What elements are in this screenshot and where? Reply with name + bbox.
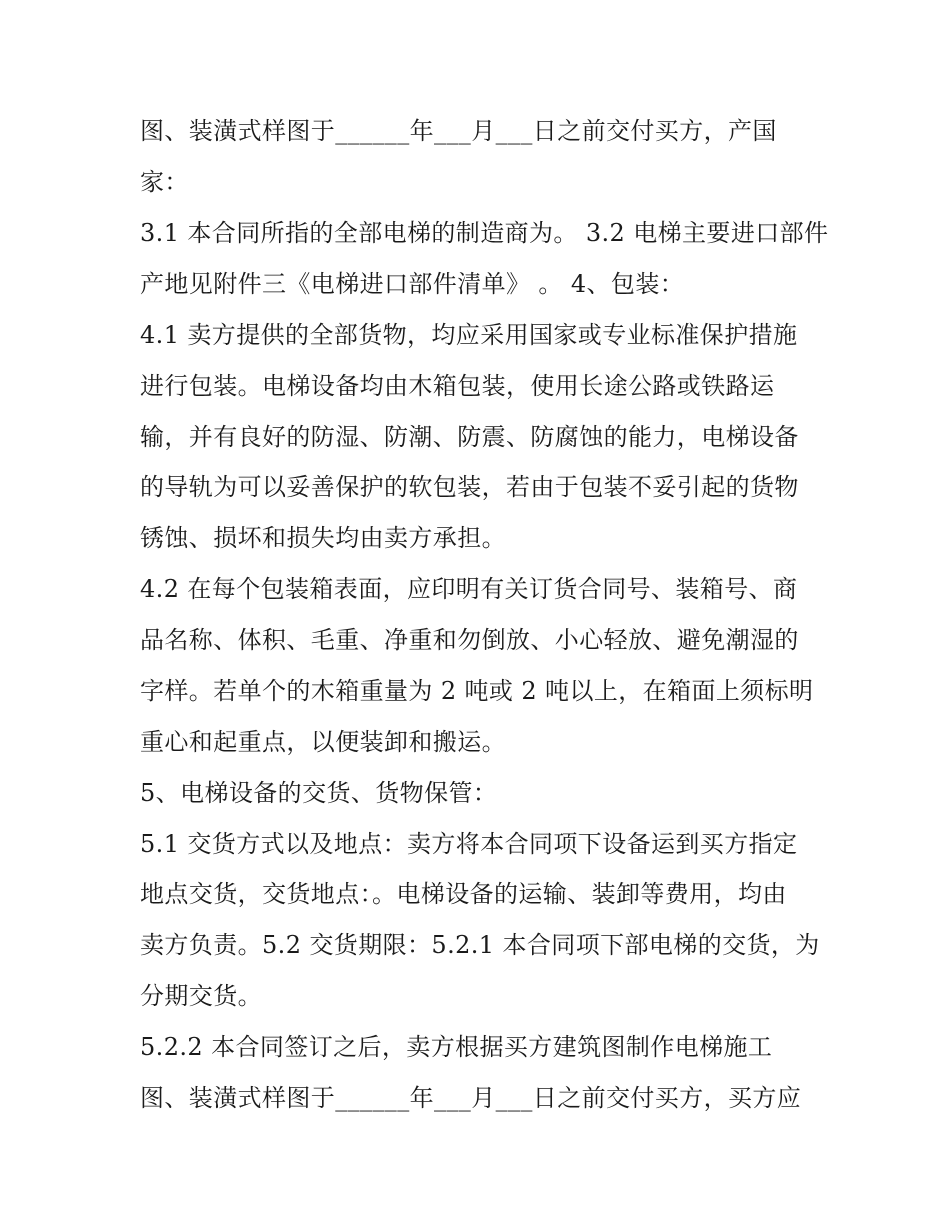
text-line: 锈蚀、损坏和损失均由卖方承担。 xyxy=(140,524,506,552)
text-line: 字样。若单个的木箱重量为 2 吨或 2 吨以上，在箱面上须标明 xyxy=(140,677,814,705)
text-line: 分期交货。 xyxy=(140,982,262,1010)
text-line: 的导轨为可以妥善保护的软包装，若由于包装不妥引起的货物 xyxy=(140,473,799,501)
text-line: 重心和起重点，以便装卸和搬运。 xyxy=(140,728,506,756)
text-line: 4.1 卖方提供的全部货物，均应采用国家或专业标准保护措施 xyxy=(140,321,798,349)
text-line: 3.1 本合同所指的全部电梯的制造商为。 3.2 电梯主要进口部件 xyxy=(140,219,829,247)
text-line: 卖方负责。5.2 交货期限：5.2.1 本合同项下部电梯的交货，为 xyxy=(140,931,820,959)
text-line: 5.2.2 本合同签订之后，卖方根据买方建筑图制作电梯施工 xyxy=(140,1033,773,1061)
text-line: 家： xyxy=(140,168,189,196)
text-line: 5、电梯设备的交货、货物保管： xyxy=(140,779,498,807)
text-line: 品名称、体积、毛重、净重和勿倒放、小心轻放、避免潮湿的 xyxy=(140,626,799,654)
text-line: 地点交货，交货地点：。电梯设备的运输、装卸等费用，均由 xyxy=(140,880,787,908)
text-line: 进行包装。电梯设备均由木箱包装，使用长途公路或铁路运 xyxy=(140,372,775,400)
text-line: 图、装潢式样图于______年___月___日之前交付买方，买方应 xyxy=(140,1084,802,1112)
text-line: 4.2 在每个包装箱表面，应印明有关订货合同号、装箱号、商 xyxy=(140,575,798,603)
text-line: 产地见附件三《电梯进口部件清单》 。 4、包装： xyxy=(140,270,685,298)
text-line: 5.1 交货方式以及地点：卖方将本合同项下设备运到买方指定 xyxy=(140,830,798,858)
text-line: 图、装潢式样图于______年___月___日之前交付买方，产国 xyxy=(140,117,777,145)
text-line: 输，并有良好的防湿、防潮、防震、防腐蚀的能力，电梯设备 xyxy=(140,423,799,451)
